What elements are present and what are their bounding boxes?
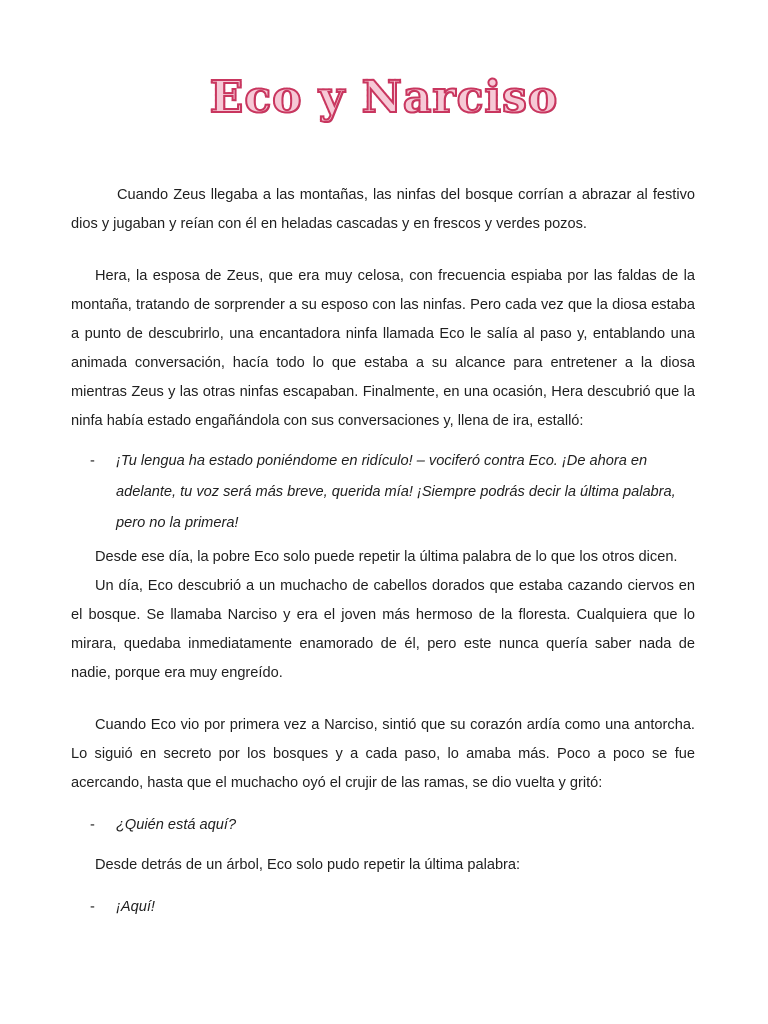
title-container — [0, 72, 768, 123]
paragraph-6: Desde detrás de un árbol, Eco solo pudo repetir la última palabra: — [95, 857, 521, 873]
paragraph-5: Cuando Eco vio por primera vez a Narciso, sintió que su corazón ardía como una antorcha. Lo siguió en secreto por los bosques y a cada paso, lo amaba más. Poco a poco se fue acercando, hasta que el muchacho oyó el crujir de las ramas, se dio vuelta y gritó: — [71, 717, 695, 791]
dialogue-line-1 — [90, 446, 695, 539]
dialogue-text: ¿Quién está aquí? — [116, 817, 237, 833]
document-title: Eco y Narciso — [209, 72, 559, 123]
paragraph-4: Un día, Eco descubrió a un muchacho de cabellos dorados que estaba cazando ciervos en el bosque. Se llamaba Narciso y era el joven más hermoso de la floresta. Cualquiera que lo mirara, quedaba inmediatamente enamorado de él, pero este nunca quería saber nada de nadie, porque era muy engreído. — [71, 578, 695, 681]
dialogue-text: ¡Tu lengua ha estado poniéndome en ridículo! – vociferó contra Eco. ¡De ahora en adelante, tu voz será más breve, querida mía! ¡Siempre podrás decir la última palabra, pero no la primera! — [116, 453, 676, 531]
dialogue-dash: - — [90, 453, 95, 469]
dialogue-line-2 — [90, 810, 695, 841]
dialogue-line-3 — [90, 892, 695, 923]
paragraph-1: Cuando Zeus llegaba a las montañas, las ninfas del bosque corrían a abrazar al festivo dios y jugaban y reían con él en heladas cascadas y en frescos y verdes pozos. — [71, 187, 695, 232]
dialogue-dash: - — [90, 817, 95, 833]
dialogue-text: ¡Aquí! — [116, 899, 155, 915]
paragraph-2: Hera, la esposa de Zeus, que era muy celosa, con frecuencia espiaba por las faldas de la montaña, tratando de sorprender a su esposo con las ninfas. Pero cada vez que la diosa estaba a punto de descubrirlo, una encantadora ninfa llamada Eco le salía al paso y, entablando una animada conversación, hacía todo lo que estaba a su alcance para entretener a la diosa mientras Zeus y las otras ninfas escapaban. Finalmente, en una ocasión, Hera descubrió que la ninfa había estado engañándola con sus conversaciones y, llena de ira, estalló: — [71, 268, 695, 429]
paragraph-3: Desde ese día, la pobre Eco solo puede repetir la última palabra de lo que los otros dicen. — [95, 549, 678, 565]
dialogue-dash: - — [90, 899, 95, 915]
